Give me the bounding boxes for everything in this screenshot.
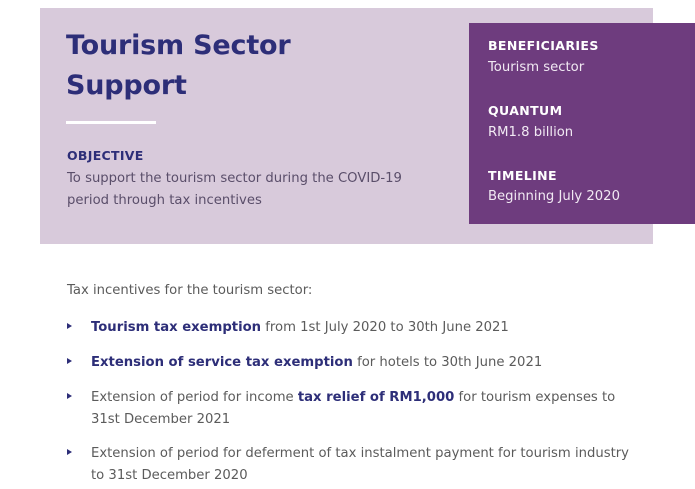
summary-panel [469, 23, 695, 224]
title-underline [66, 121, 156, 124]
bullet-3-line-2: 31st December 2021 [91, 412, 231, 427]
quantum-value: RM1.8 billion [488, 125, 574, 140]
bullet-arrow-icon [67, 449, 72, 455]
bullet-1-text: from 1st July 2020 to 30th June 2021 [261, 320, 509, 335]
quantum-label: QUANTUM [488, 103, 563, 118]
bullet-3-pre: Extension of period for income [91, 390, 298, 405]
page-title-line-2: Support [66, 70, 187, 101]
bullet-2-bold: Extension of service tax exemption [91, 355, 353, 370]
objective-label: OBJECTIVE [67, 148, 144, 163]
beneficiaries-value: Tourism sector [488, 60, 585, 75]
bullet-1-bold: Tourism tax exemption [91, 320, 262, 335]
bullet-2-text: for hotels to 30th June 2021 [352, 355, 543, 370]
objective-text [67, 168, 447, 212]
intro-text: Tax incentives for the tourism sector: [67, 283, 313, 298]
beneficiaries-label: BENEFICIARIES [488, 38, 599, 53]
page-title [66, 26, 291, 106]
bullet-4-text: Extension of period for deferment of tax instalment payment for tourism industry [91, 446, 629, 461]
objective-line-1: To support the tourism sector during the COVID-19 [67, 171, 402, 186]
objective-line-2: period through tax incentives [67, 193, 262, 208]
bullet-arrow-icon [67, 393, 72, 399]
bullet-3-bold: tax relief of RM1,000 [297, 390, 455, 405]
timeline-value: Beginning July 2020 [488, 189, 620, 204]
bullet-arrow-icon [67, 323, 72, 329]
timeline-label: TIMELINE [488, 168, 557, 183]
bullet-arrow-icon [67, 358, 72, 364]
bullet-4-line-2: to 31st December 2020 [91, 468, 248, 483]
page-title-line-1: Tourism Sector [66, 30, 291, 61]
bullet-3-text: for tourism expenses to [454, 390, 616, 405]
